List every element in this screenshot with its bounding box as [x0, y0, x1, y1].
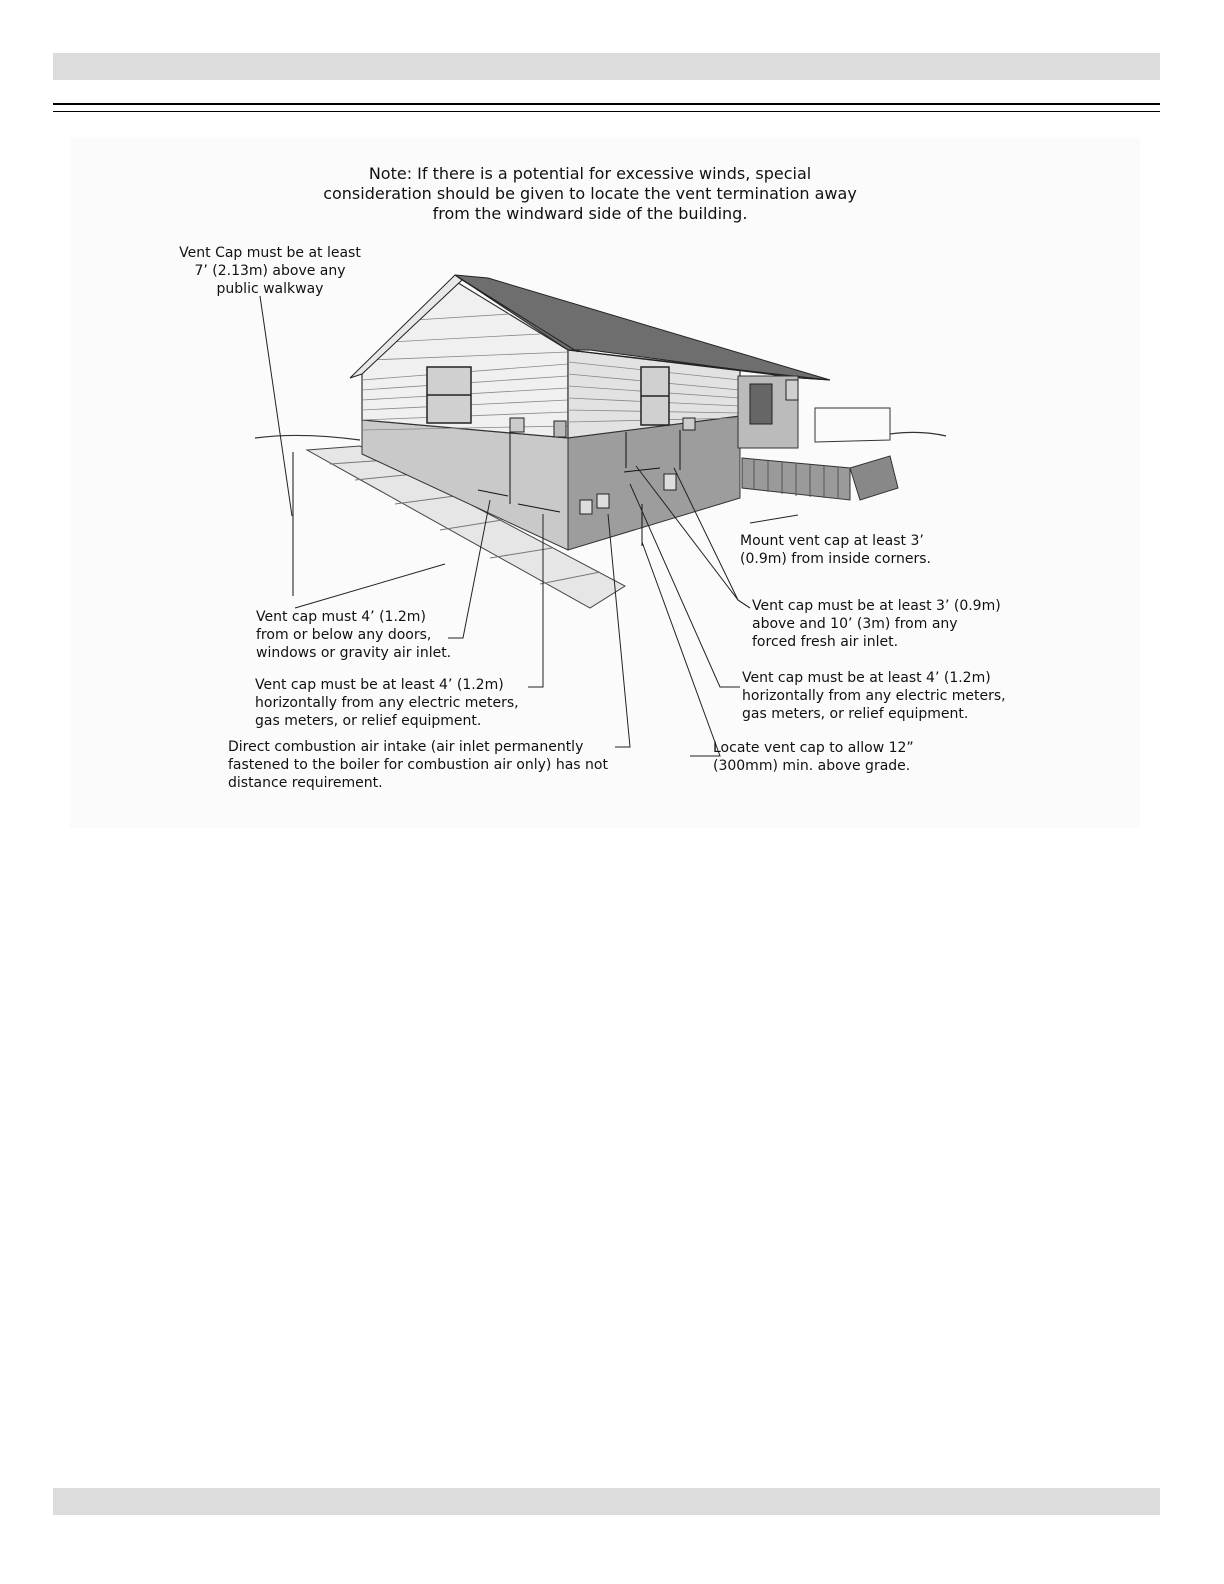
label-forced-air-inlet: Vent cap must be at least 3’ (0.9m) above and 10’ (3m) from any forced fresh air inlet.: [752, 598, 1001, 650]
label-above-grade: Locate vent cap to allow 12” (300mm) min. above grade.: [713, 740, 914, 774]
footer-band: [53, 1488, 1160, 1515]
label-doors-windows-clearance: Vent cap must 4’ (1.2m) from or below any doors, windows or gravity air inlet.: [256, 609, 452, 661]
house-illustration: [70, 138, 1140, 828]
label-inside-corners: Mount vent cap at least 3’ (0.9m) from inside corners.: [740, 533, 931, 567]
label-meters-clearance-left: Vent cap must be at least 4’ (1.2m) horizontally from any electric meters, gas meters, or relief equipment.: [255, 677, 519, 729]
header-rule-thick: [53, 103, 1160, 105]
header-band: [53, 53, 1160, 80]
wind-note: Note: If there is a potential for excessive winds, special consideration should be given to locate the vent termination away from the windward side of the building.: [323, 164, 857, 223]
label-meters-clearance-right: Vent cap must be at least 4’ (1.2m) horizontally from any electric meters, gas meters, or relief equipment.: [742, 670, 1006, 722]
label-walkway-clearance: Vent Cap must be at least 7’ (2.13m) above any public walkway: [179, 245, 361, 297]
label-direct-combustion: Direct combustion air intake (air inlet permanently fastened to the boiler for combustion air only) has not distance requirement.: [228, 739, 608, 791]
header-rule-thin: [53, 111, 1160, 112]
vent-clearance-figure: [70, 138, 1140, 828]
